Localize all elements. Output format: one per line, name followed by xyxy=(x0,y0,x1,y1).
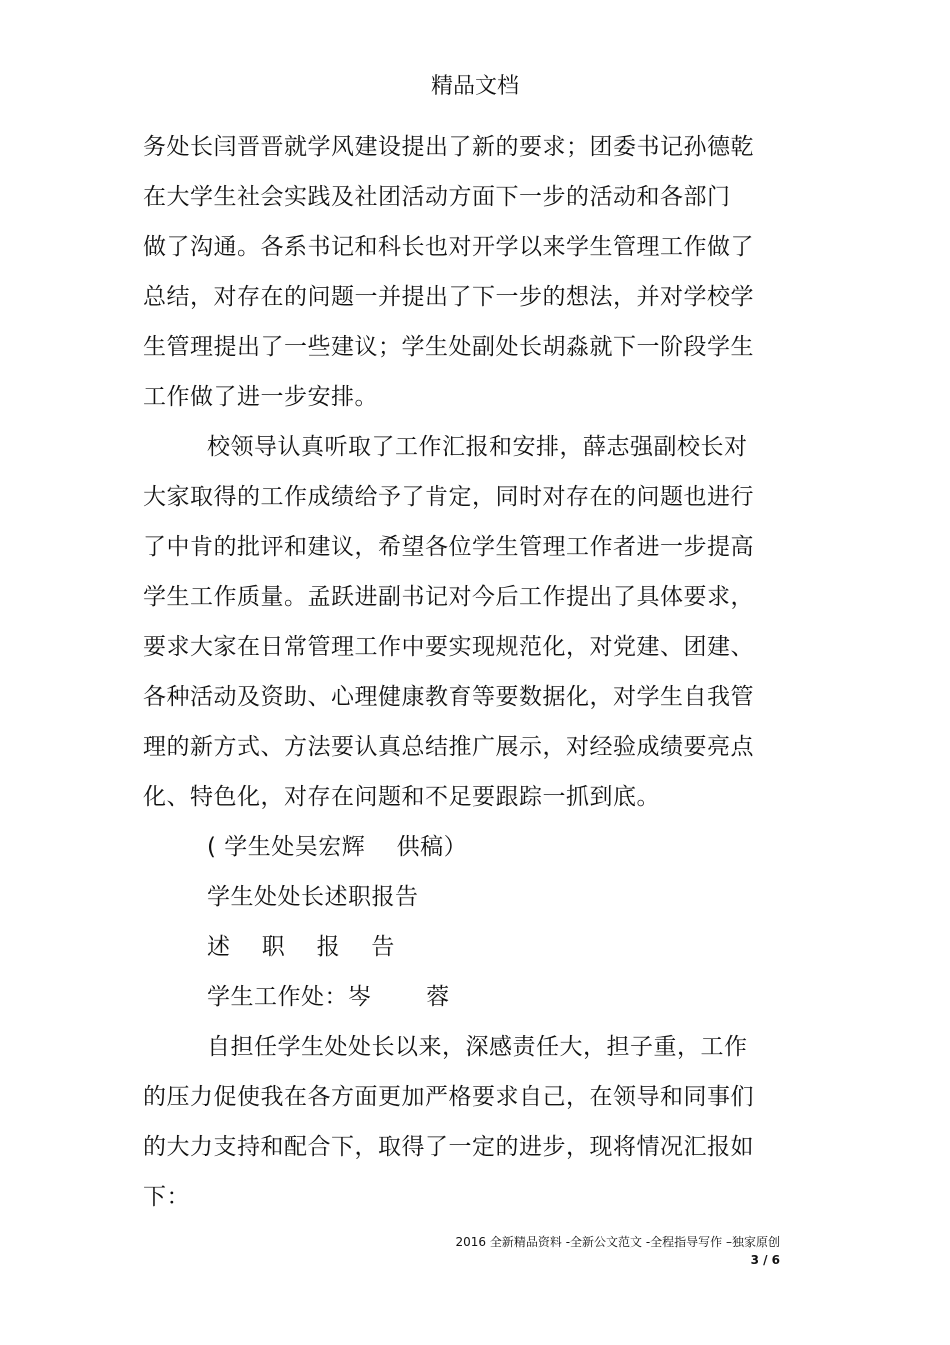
report-heading: 学生处处长述职报告 xyxy=(207,884,419,910)
document-body xyxy=(143,122,754,1222)
report-title: 述 职 报 告 xyxy=(207,934,395,960)
text-line: 生管理提出了一些建议；学生处副处长胡淼就下一阶段学生 xyxy=(143,334,754,360)
text-line: 的压力促使我在各方面更加严格要求自己，在领导和同事们 xyxy=(143,1084,754,1110)
text-line: 自担任学生处处长以来，深感责任大，担子重，工作 xyxy=(207,1034,748,1060)
text-line: 总结，对存在的问题一并提出了下一步的想法，并对学校学 xyxy=(143,284,754,310)
text-line: 下： xyxy=(143,1184,190,1210)
text-line: 的大力支持和配合下，取得了一定的进步，现将情况汇报如 xyxy=(143,1134,754,1160)
text-line: 学生工作质量。孟跃进副书记对今后工作提出了具体要求， xyxy=(143,584,754,610)
credit-line: ( 学生处吴宏辉 供稿） xyxy=(207,834,468,860)
text-line: 校领导认真听取了工作汇报和安排，薛志强副校长对 xyxy=(207,434,748,460)
footer-note: 2016 全新精品资料 -全新公文范文 -全程指导写作 –独家原创 xyxy=(455,1235,780,1249)
text-line: 了中肯的批评和建议，希望各位学生管理工作者进一步提高 xyxy=(143,534,754,560)
text-line: 务处长闫晋晋就学风建设提出了新的要求；团委书记孙德乾 xyxy=(143,134,754,160)
page-number: 3 / 6 xyxy=(750,1253,780,1267)
report-author: 学生工作处：岑 蓉 xyxy=(207,984,450,1010)
page-header: 精品文档 xyxy=(430,74,519,99)
text-line: 各种活动及资助、心理健康教育等要数据化，对学生自我管 xyxy=(143,684,754,710)
text-line: 化、特色化，对存在问题和不足要跟踪一抓到底。 xyxy=(143,784,660,810)
text-line: 大家取得的工作成绩给予了肯定，同时对存在的问题也进行 xyxy=(143,484,754,510)
text-line: 做了沟通。各系书记和科长也对开学以来学生管理工作做了 xyxy=(143,234,754,260)
text-line: 工作做了进一步安排。 xyxy=(143,384,378,410)
text-line: 理的新方式、方法要认真总结推广展示，对经验成绩要亮点 xyxy=(143,734,754,760)
text-line: 要求大家在日常管理工作中要实现规范化，对党建、团建、 xyxy=(143,634,754,660)
text-line: 在大学生社会实践及社团活动方面下一步的活动和各部门 xyxy=(143,184,731,210)
